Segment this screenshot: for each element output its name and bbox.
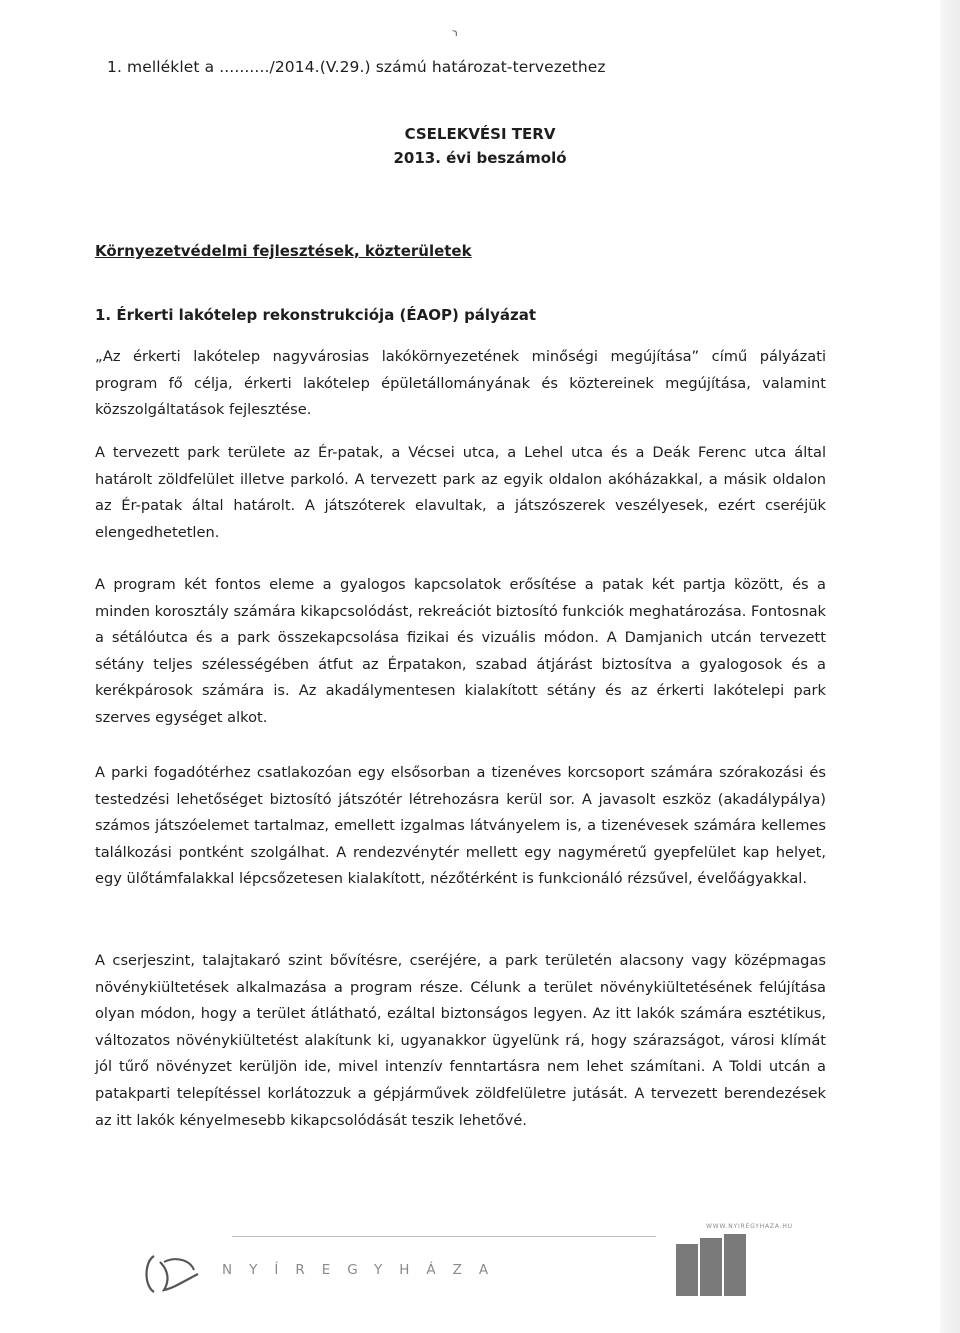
title-line-2: 2013. évi beszámoló — [393, 149, 567, 167]
paragraph-1: „Az érkerti lakótelep nagyvárosias lakókörnyezetének minőségi megújítása” című pályázati program fő célja, érkerti lakótelep épületállományának és köztereinek megújítása, valamint közszolgáltatások fejlesztése. — [95, 348, 826, 419]
document-title — [0, 122, 960, 170]
footer-bar — [676, 1244, 698, 1296]
footer-bar — [700, 1238, 722, 1296]
footer-city-name: NYÍREGYHÁZA — [222, 1262, 506, 1278]
paragraph-3: A program két fontos eleme a gyalogos kapcsolatok erősítése a patak két partja között, és a minden korosztály számára kikapcsolódást, rekreációt biztosító funkciók meghatározása. Fontosnak a sétálóutca és a park összekapcsolása fizikai és vizuális módon. A Damjanich utcán tervezett sétány teljes szélességében átfut az Érpatakon, szabad átjárást biztosítva a gyalogosok és a kerékpárosok számára is. Az akadálymentesen kialakított sétány és az érkerti lakótelepi park szerves egységet alkot. — [95, 576, 826, 726]
corner-mark: ר — [452, 28, 458, 39]
paragraph-4: A parki fogadótérhez csatlakozóan egy elsősorban a tizenéves korcsoport számára szórakozási és testedzési lehetőséget biztosító játszótér létrehozásra kerül sor. A javasolt eszköz (akadálypálya) számos játszóelemet tartalmaz, emellett izgalmas látványelem is, a tizenévesek számára kellemes találkozási pontként szolgálhat. A rendezvénytér mellett egy nagyméretű gyepfelület kap helyet, egy ülőtámfalakkal lépcsőzetesen kialakított, nézőtérként is funkcionáló rézsűvel, évelőágyakkal. — [95, 764, 826, 888]
footer-bar — [724, 1234, 746, 1296]
section-heading: Környezetvédelmi fejlesztések, közterületek — [95, 242, 472, 260]
paragraph-2: A tervezett park területe az Ér-patak, a Vécsei utca, a Lehel utca és a Deák Ferenc utca által határolt zöldfelület illetve parkoló. A tervezett park az egyik oldalon akóházakkal, a másik oldalon az Ér-patak által határolt. A játszóterek elavultak, a játszószerek veszélyesek, ezért cseréjük elengedhetetlen. — [95, 444, 826, 541]
scan-edge-shadow — [940, 0, 960, 1333]
paragraph-5: A cserjeszint, talajtakaró szint bővítésre, cseréjére, a park területén alacsony vagy középmagas növénykiültetések alkalmazása a program része. Célunk a terület növénykiültetésének felújítása olyan módon, hogy a terület átlátható, ezáltal biztonságos legyen. Az itt lakók számára esztétikus, változatos növénykiültetést alakítunk ki, ugyanakkor ügyelünk rá, hogy szárazságot, városi klímát jól tűrő növényzet kerüljön ide, mivel intenzív fenntartásra nem lehet számítani. A Toldi utcán a patakparti telepítéssel korlátozzuk a gépjárművek zöldfelületre jutását. A tervezett berendezések az itt lakók kényelmesebb kikapcsolódását teszik lehetővé. — [95, 952, 826, 1129]
footer-website: WWW.NYIREGYHAZA.HU — [706, 1223, 793, 1230]
nyiregyhaza-logo-icon — [140, 1250, 206, 1298]
annex-reference: 1. melléklet a ........../2014.(V.29.) számú határozat-tervezethez — [107, 58, 606, 76]
item-heading: 1. Érkerti lakótelep rekonstrukciója (ÉAOP) pályázat — [95, 306, 536, 324]
footer-divider — [232, 1236, 656, 1237]
title-line-1: CSELEKVÉSI TERV — [404, 125, 556, 143]
